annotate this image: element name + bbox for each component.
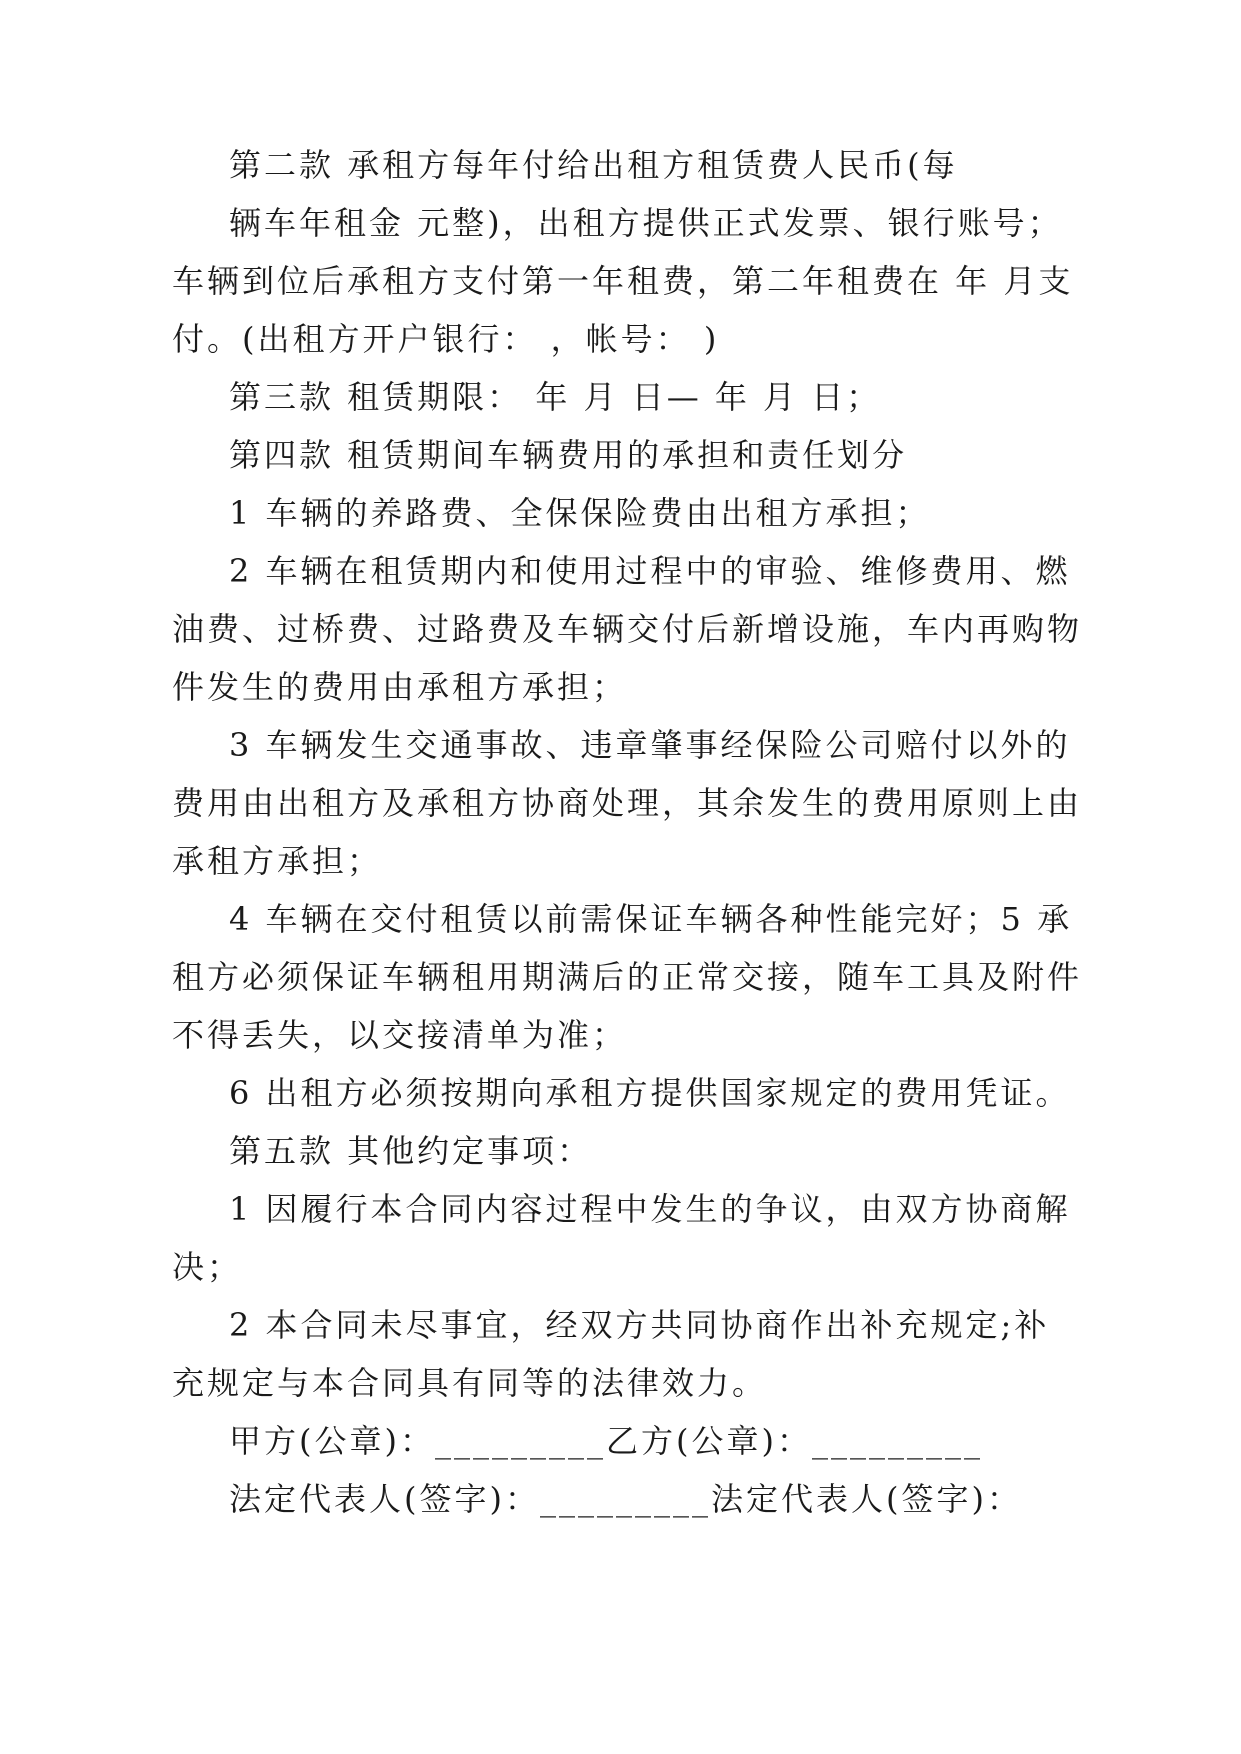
- text-line: 付。(出租方开户银行： ，帐号： ): [172, 320, 720, 358]
- text-line: 2 车辆在租赁期内和使用过程中的审验、维修费用、燃: [229, 552, 1071, 590]
- text-line: 车辆到位后承租方支付第一年租费，第二年租费在 年 月支: [172, 262, 1074, 300]
- text-line: 1 车辆的养路费、全保保险费由出租方承担；: [229, 494, 931, 532]
- text-line: 承租方承担；: [172, 842, 383, 880]
- text-line: 充规定与本合同具有同等的法律效力。: [172, 1364, 768, 1402]
- text-line: 4 车辆在交付租赁以前需保证车辆各种性能完好；5 承: [229, 900, 1073, 938]
- text-line: 3 车辆发生交通事故、违章肇事经保险公司赔付以外的: [229, 726, 1071, 764]
- signature-line-representative: 法定代表人(签字)：_________法定代表人(签字)：: [229, 1480, 1022, 1518]
- text-line: 油费、过桥费、过路费及车辆交付后新增设施，车内再购物: [172, 610, 1083, 648]
- text-line: 第二款 承租方每年付给出租方租赁费人民币(每: [229, 146, 958, 184]
- text-line: 1 因履行本合同内容过程中发生的争议，由双方协商解: [229, 1190, 1071, 1228]
- signature-line-seal: 甲方(公章)：_________乙方(公章)：_________: [229, 1422, 983, 1460]
- text-line: 6 出租方必须按期向承租方提供国家规定的费用凭证。: [229, 1074, 1071, 1112]
- text-line: 不得丢失，以交接清单为准；: [172, 1016, 628, 1054]
- text-line: 件发生的费用由承租方承担；: [172, 668, 628, 706]
- text-line: 第三款 租赁期限： 年 月 日— 年 月 日；: [229, 378, 882, 416]
- text-line: 辆车年租金 元整)，出租方提供正式发票、银行账号；: [229, 204, 1063, 242]
- text-line: 2 本合同未尽事宜，经双方共同协商作出补充规定;补: [229, 1306, 1050, 1344]
- text-line: 决；: [172, 1248, 243, 1286]
- text-line: 费用由出租方及承租方协商处理，其余发生的费用原则上由: [172, 784, 1083, 822]
- section-heading: 第四款 租赁期间车辆费用的承担和责任划分: [229, 436, 908, 474]
- text-line: 租方必须保证车辆租用期满后的正常交接，随车工具及附件: [172, 958, 1083, 996]
- section-heading: 第五款 其他约定事项：: [229, 1132, 593, 1170]
